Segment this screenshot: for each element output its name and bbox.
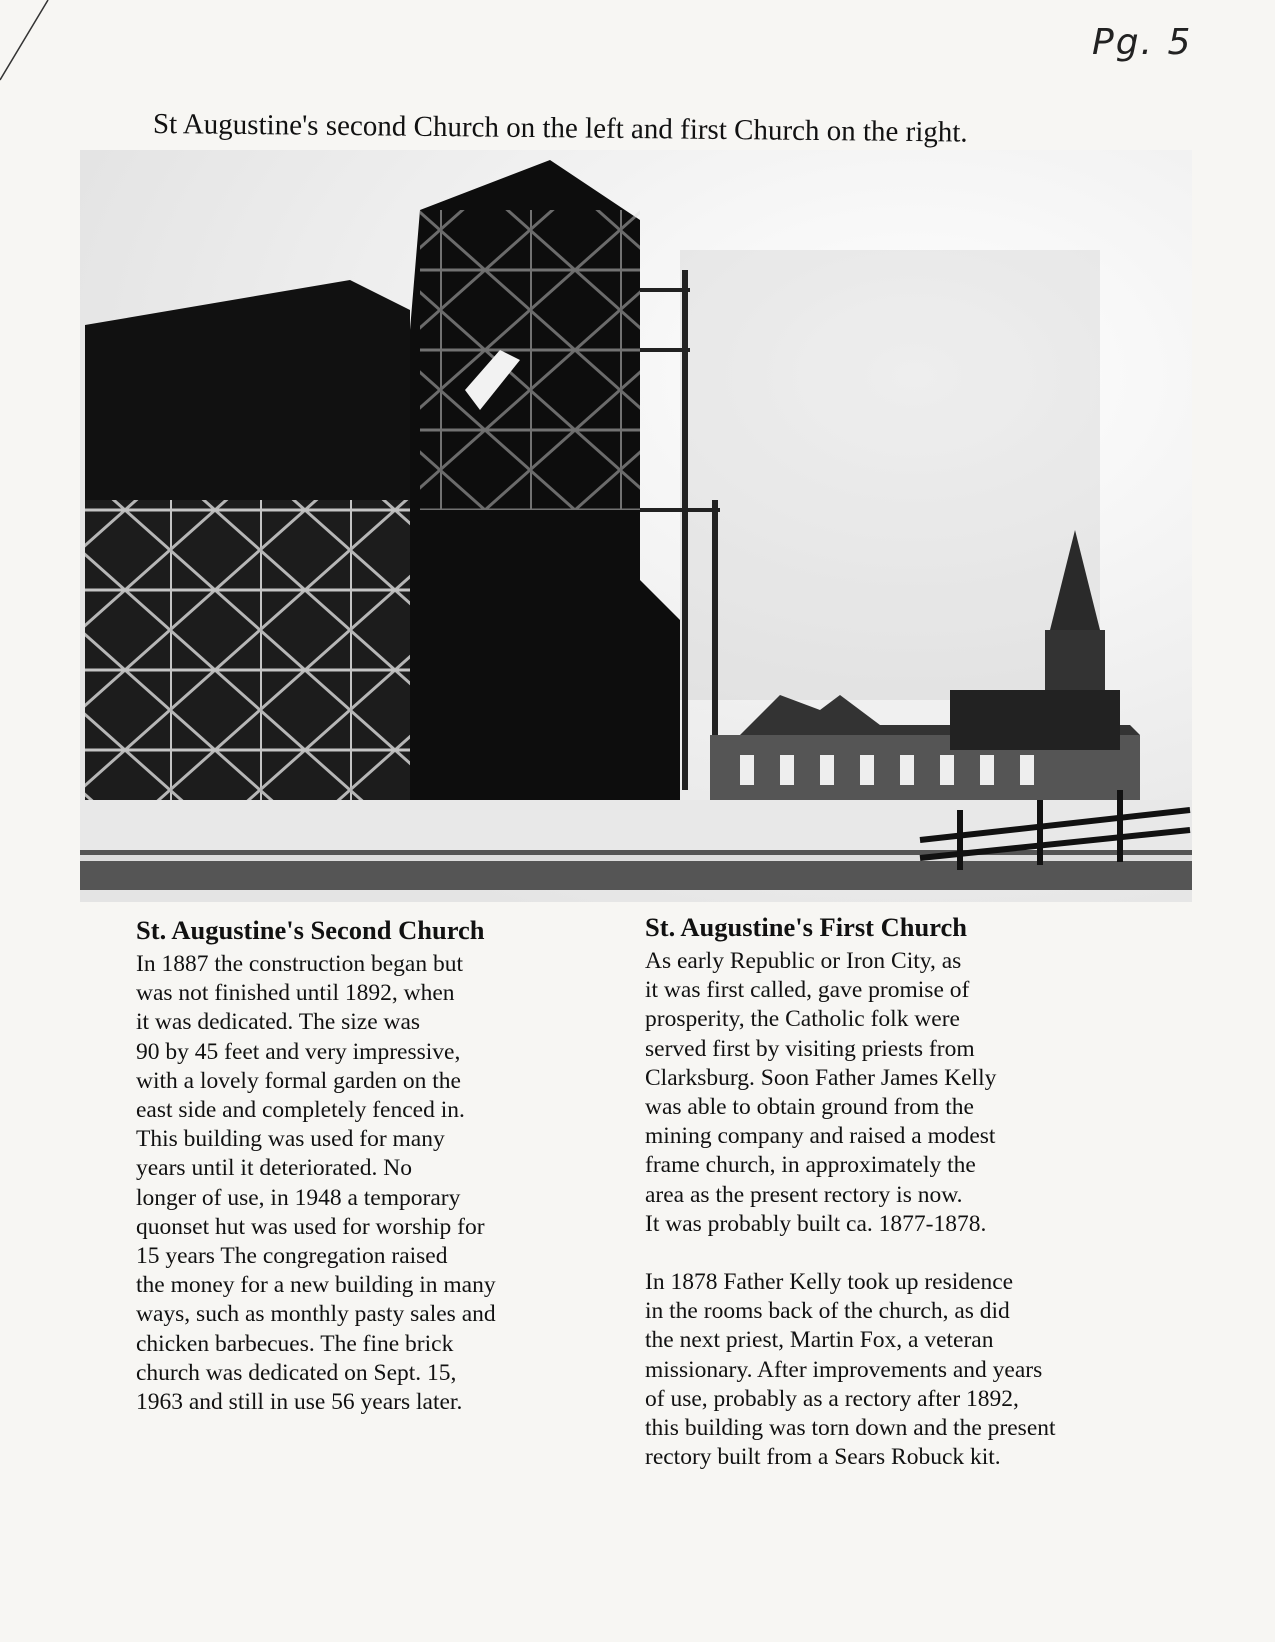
text-line: ways, such as monthly pasty sales and [136, 1301, 496, 1328]
photo-caption: St Augustine's second Church on the left and first Church on the right. [152, 108, 968, 149]
first-church-heading: St. Augustine's First Church [645, 912, 967, 942]
text-line: longer of use, in 1948 a temporary [136, 1184, 461, 1211]
text-line: missionary. After improvements and years [645, 1356, 1043, 1383]
text-line: it was first called, gave promise of [645, 977, 970, 1004]
corner-fold-line [0, 0, 60, 90]
text-line: Clarksburg. Soon Father James Kelly [645, 1064, 997, 1091]
text-line: the next priest, Martin Fox, a veteran [645, 1327, 994, 1354]
text-line: years until it deteriorated. No [136, 1155, 413, 1182]
text-line: In 1887 the construction began but [136, 951, 463, 977]
text-line: 15 years The congregation raised [136, 1243, 448, 1270]
text-line: the money for a new building in many [136, 1272, 496, 1299]
text-line: quonset hut was used for worship for [136, 1213, 485, 1240]
text-line: In 1878 Father Kelly took up residence [645, 1269, 1014, 1296]
text-line: It was probably built ca. 1877-1878. [645, 1210, 987, 1237]
text-line: church was dedicated on Sept. 15, [136, 1359, 457, 1386]
text-line: area as the present rectory is now. [645, 1181, 963, 1208]
text-line: served first by visiting priests from [645, 1035, 975, 1062]
text-line: was able to obtain ground from the [645, 1094, 974, 1121]
church-photo [80, 150, 1192, 902]
text-line: it was dedicated. The size was [136, 1009, 421, 1036]
text-line: As early Republic or Iron City, as [645, 948, 962, 974]
text-line: This building was used for many [136, 1126, 445, 1153]
text-line: frame church, in approximately the [645, 1152, 976, 1179]
text-line: this building was torn down and the present [645, 1415, 1056, 1442]
text-line: in the rooms back of the church, as did [645, 1298, 1010, 1325]
text-line: chicken barbecues. The fine brick [136, 1330, 454, 1357]
text-line: mining company and raised a modest [645, 1123, 996, 1150]
page-number: Pg. 5 [1092, 22, 1193, 63]
text-line: prosperity, the Catholic folk were [645, 1006, 960, 1033]
text-line: 1963 and still in use 56 years later. [136, 1389, 463, 1416]
text-line: with a lovely formal garden on the [136, 1067, 461, 1094]
first-church-section [645, 911, 1125, 1472]
text-line: 90 by 45 feet and very impressive, [136, 1038, 461, 1065]
second-church-section [136, 914, 596, 1417]
text-line: rectory built from a Sears Robuck kit. [645, 1444, 1001, 1471]
text-line: was not finished until 1892, when [136, 980, 455, 1007]
second-church-heading: St. Augustine's Second Church [136, 915, 485, 945]
text-line: east side and completely fenced in. [136, 1097, 465, 1124]
text-line: of use, probably as a rectory after 1892, [645, 1385, 1019, 1412]
